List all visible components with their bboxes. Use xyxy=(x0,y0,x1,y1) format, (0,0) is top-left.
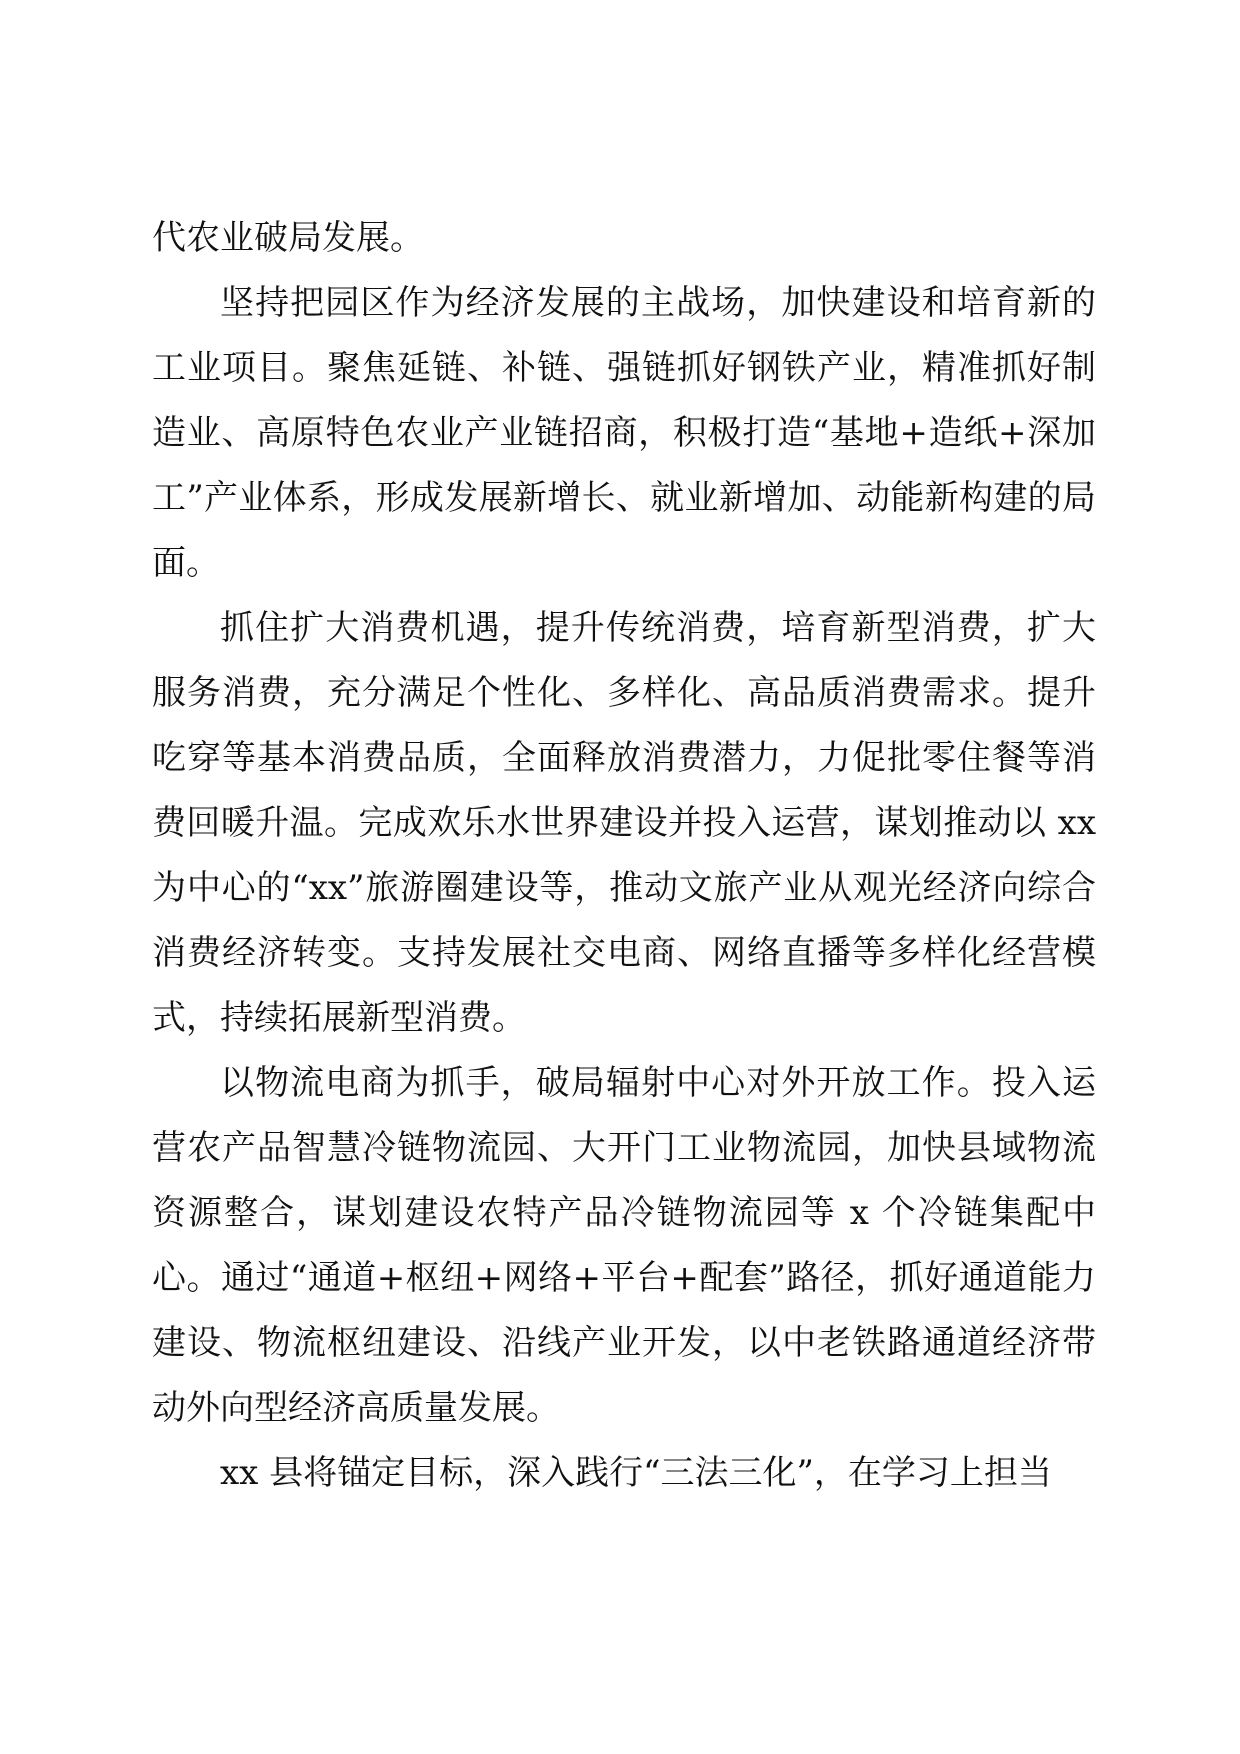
paragraph-continued: 代农业破局发展。 xyxy=(152,218,424,258)
paragraph-logistics: 以物流电商为抓手，破局辐射中心对外开放工作。投入运营农产品智慧冷链物流园、大开门工业物流园，加快县域物流资源整合，谋划建设农特产品冷链物流园等 x 个冷链集配中心。通过“通道+枢纽+网络+平台+配套”路径，抓好通道能力建设、物流枢纽建设、沿线产业开发，以中老铁路通道经济带动外向型经济高质量发展。 xyxy=(152,1063,1096,1428)
paragraph-consumption: 抓住扩大消费机遇，提升传统消费，培育新型消费，扩大服务消费，充分满足个性化、多样化、高品质消费需求。提升吃穿等基本消费品质，全面释放消费潜力，力促批零住餐等消费回暖升温。完成欢乐水世界建设并投入运营，谋划推动以 xx 为中心的“xx”旅游圈建设等，推动文旅产业从观光经济向综合消费经济转变。支持发展社交电商、网络直播等多样化经营模式，持续拓展新型消费。 xyxy=(152,608,1096,1038)
body-text xyxy=(152,206,1096,1506)
paragraph-industrial-parks: 坚持把园区作为经济发展的主战场，加快建设和培育新的工业项目。聚焦延链、补链、强链抓好钢铁产业，精准抓好制造业、高原特色农业产业链招商，积极打造“基地+造纸+深加工”产业体系，形成发展新增长、就业新增加、动能新构建的局面。 xyxy=(152,283,1096,583)
paragraph-county-goals: xx 县将锚定目标，深入践行“三法三化”，在学习上担当 xyxy=(220,1453,1052,1493)
